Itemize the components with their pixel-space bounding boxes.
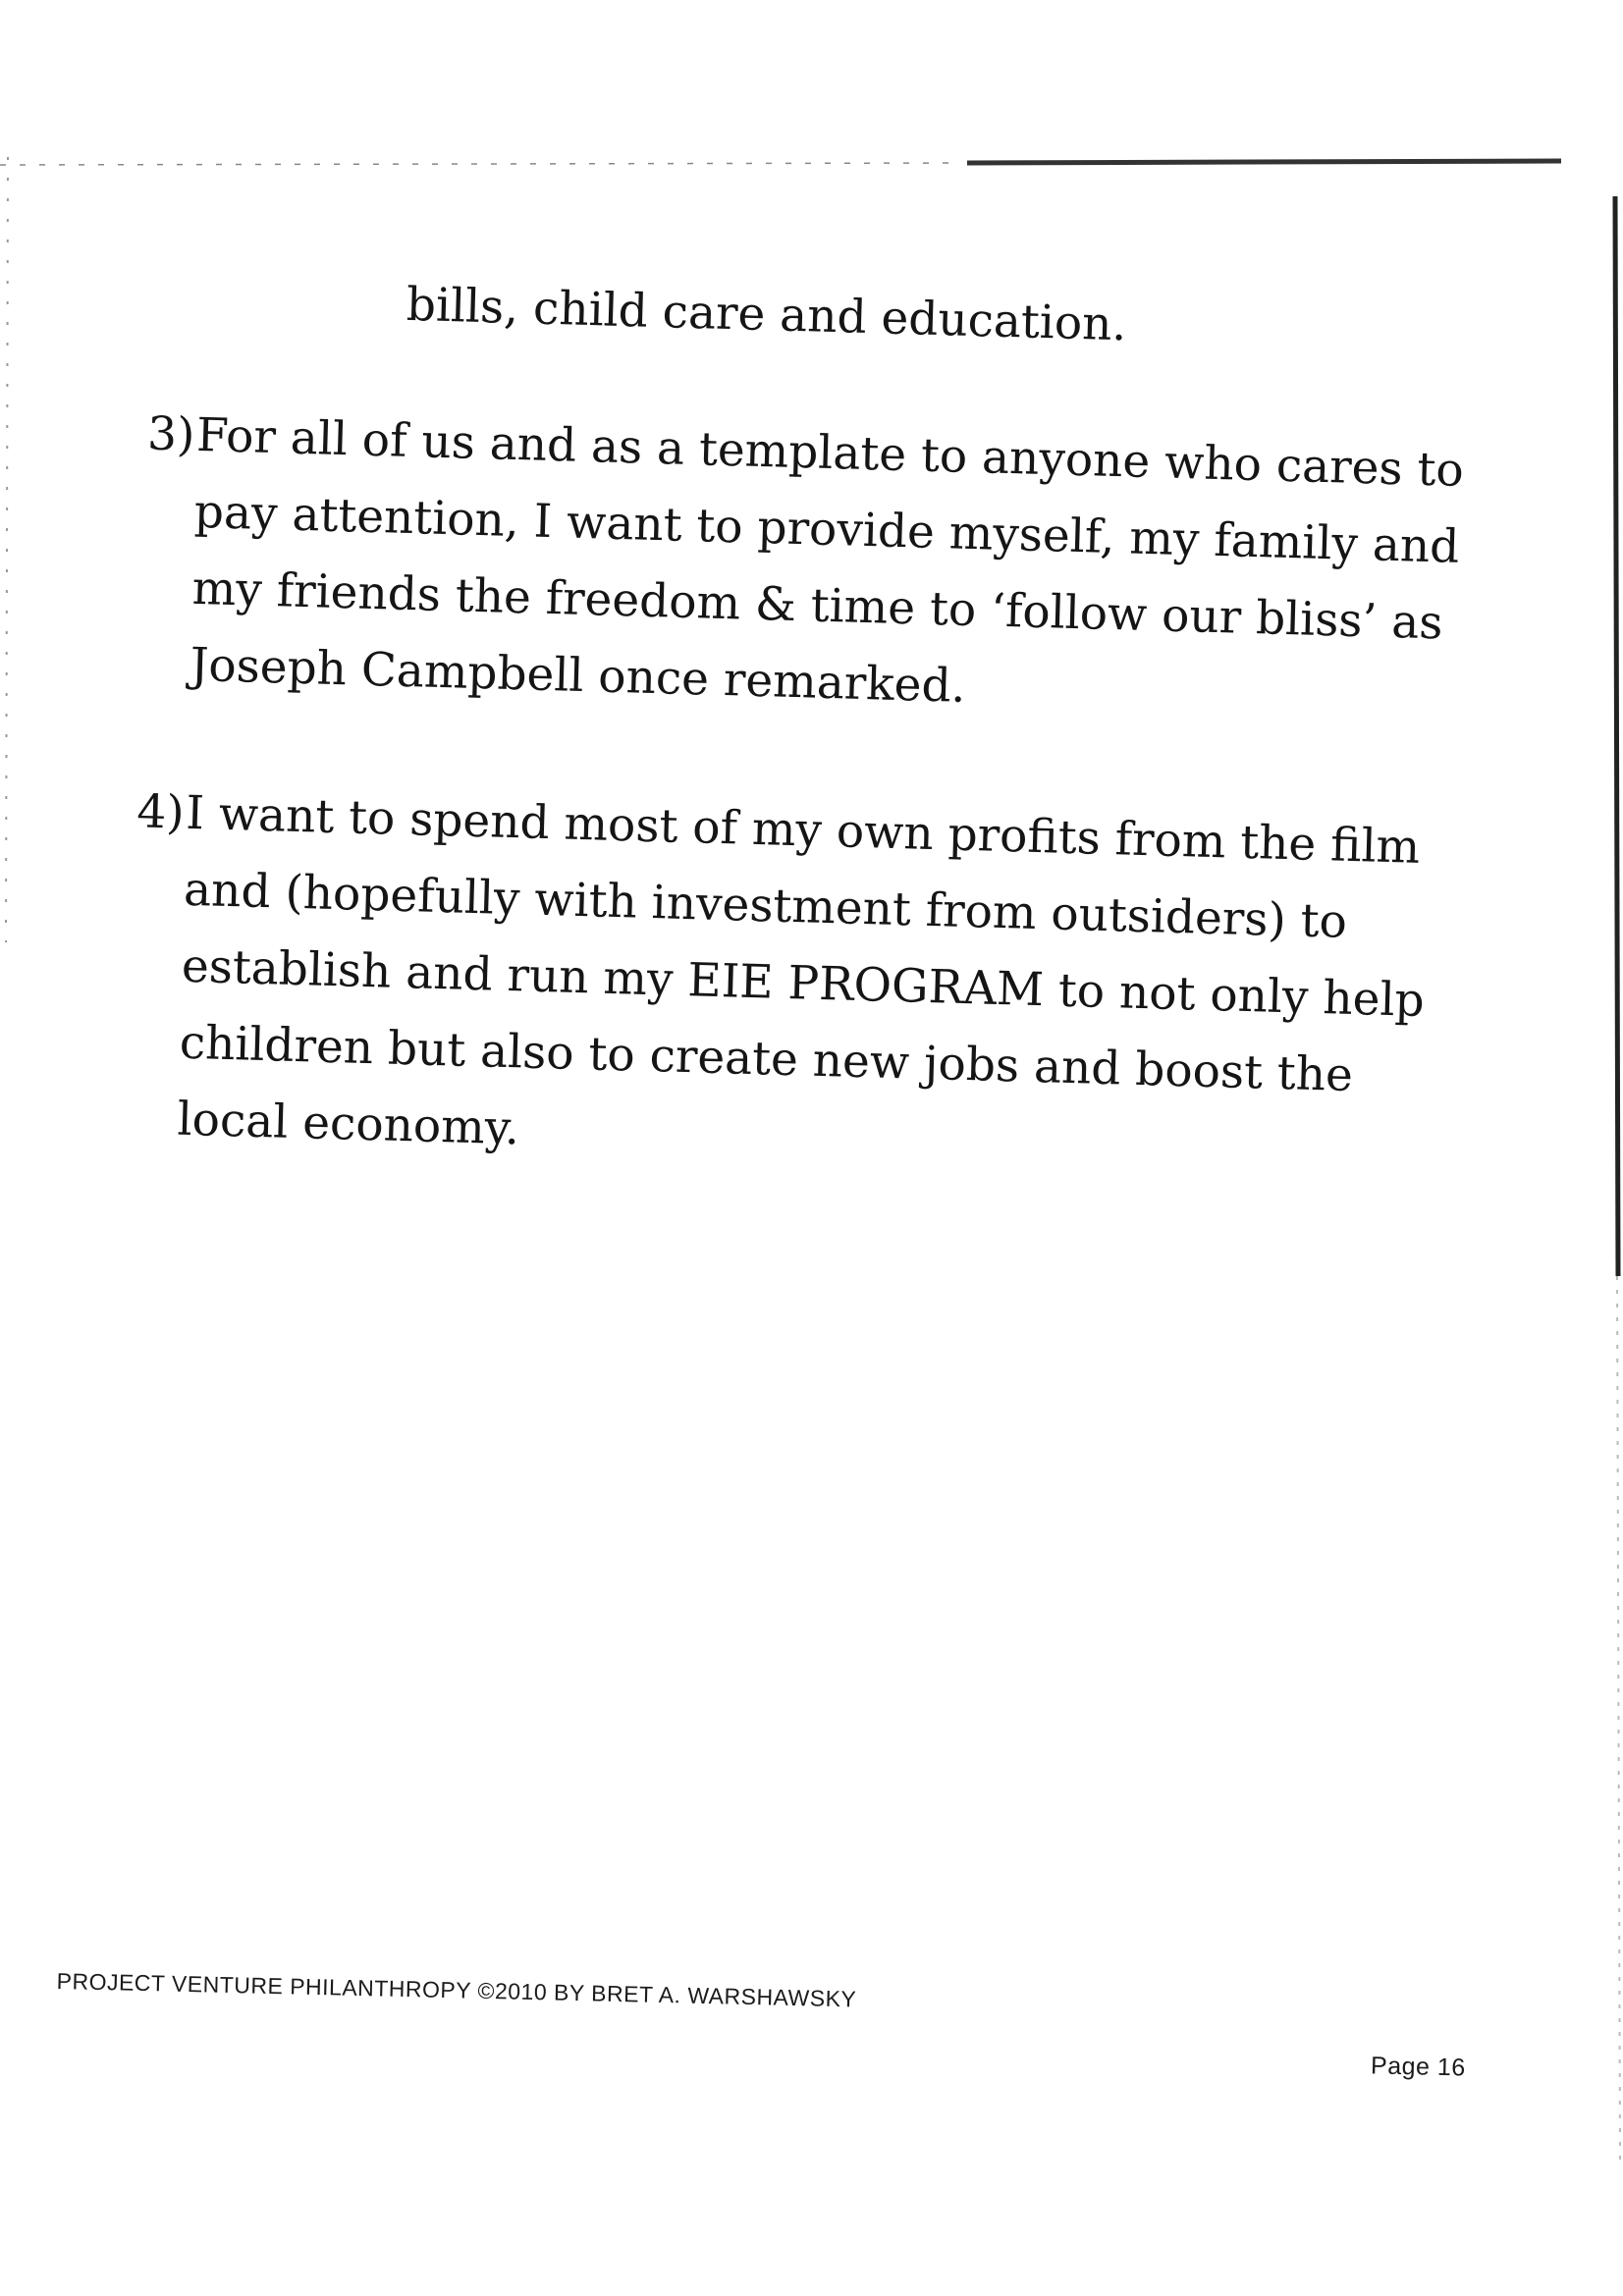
continuation-line: bills, child care and education. (406, 277, 1128, 352)
list-item-line: Joseph Campbell once remarked. (189, 637, 967, 714)
list-number: 3) (146, 406, 196, 462)
list-item-3 (146, 398, 1503, 740)
footer-copyright: PROJECT VENTURE PHILANTHROPY ©2010 BY BRET A. WARSHAWSKY (56, 1968, 857, 2012)
scan-top-edge (0, 157, 1561, 167)
list-item-line: children but also to create new jobs and boost the (179, 1015, 1354, 1103)
page-number: Page 16 (1370, 2052, 1467, 2082)
list-item-line: and (hopefully with investment from outsiders) to (183, 862, 1348, 949)
list-item-line: pay attention, I want to provide myself, my family and (193, 484, 1461, 574)
list-item-line: I want to spend most of my own profits from the film (185, 785, 1421, 875)
list-item-line: my friends the freedom & time to ‘follow our bliss’ as (191, 561, 1444, 651)
list-item-line: establish and run my EIE PROGRAM to not only help (181, 938, 1426, 1029)
list-number: 4) (135, 784, 186, 840)
scan-right-edge (1571, 196, 1623, 2160)
list-item-line: For all of us and as a template to anyone who cares to (195, 407, 1465, 498)
page-footer (56, 1968, 1481, 2082)
list-item-line: local economy. (176, 1092, 520, 1156)
page-body (135, 265, 1526, 1156)
list-item-4 (135, 775, 1492, 1195)
scan-left-edge (0, 157, 16, 942)
